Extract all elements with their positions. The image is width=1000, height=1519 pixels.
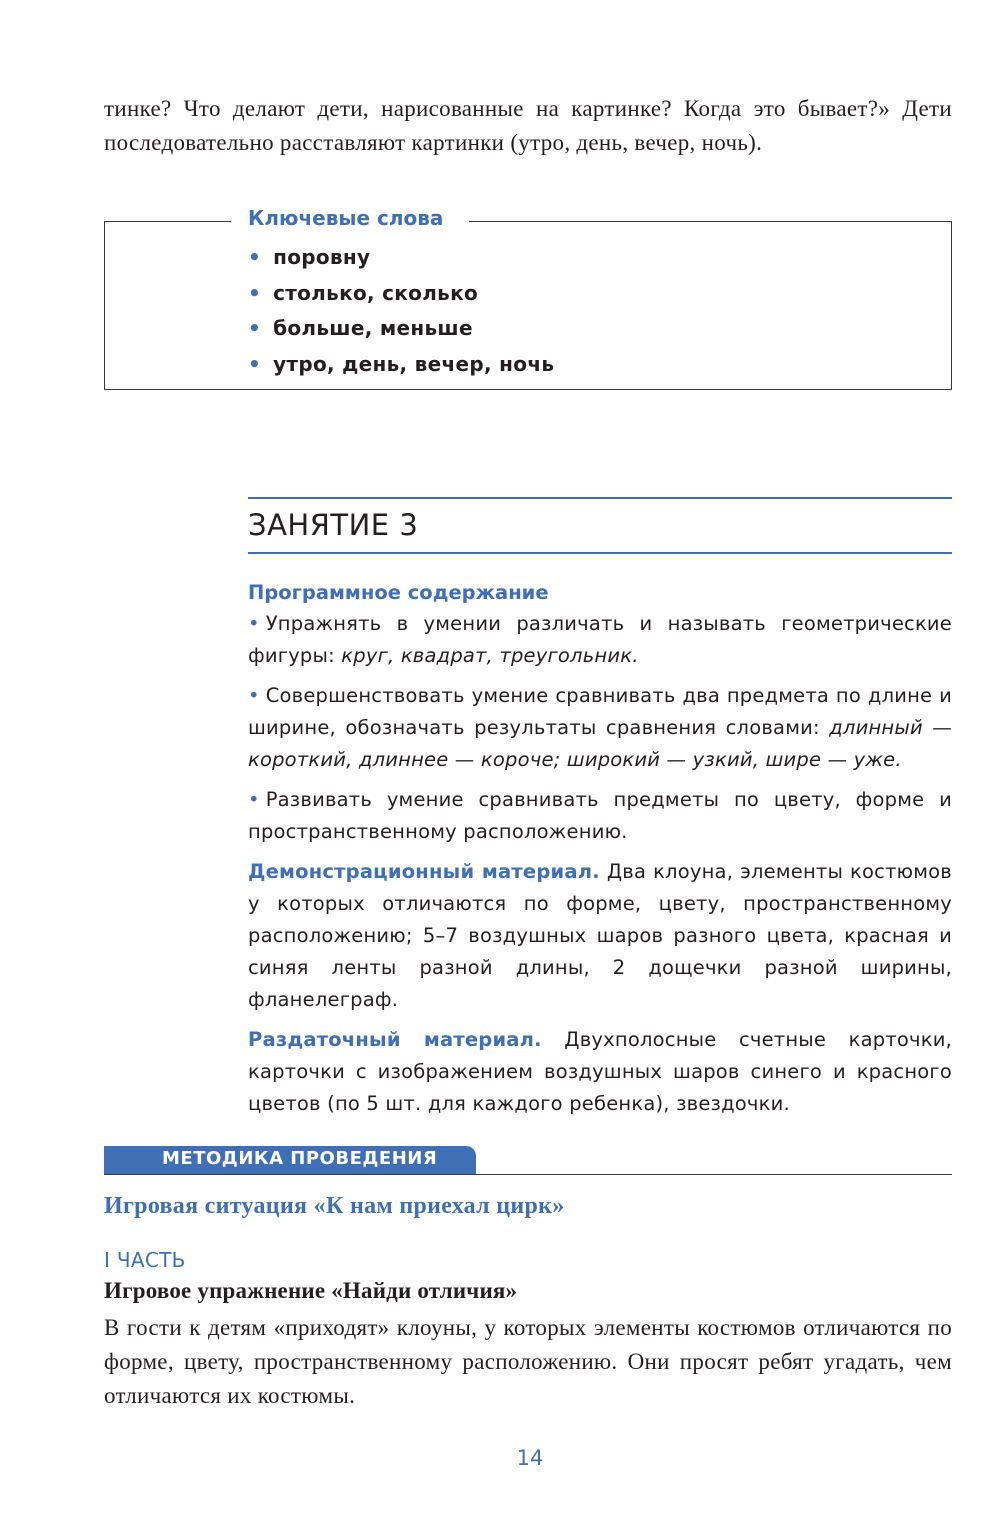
lesson-rule-bottom [248, 552, 952, 554]
keyword-item: • утро, день, вечер, ночь [248, 351, 555, 376]
bullet-icon: • [248, 316, 262, 340]
keyword-item: • столько, сколько [248, 280, 479, 305]
method-label: МЕТОДИКА ПРОВЕДЕНИЯ [162, 1148, 438, 1169]
program-item: • Упражнять в умении различать и называть геометрические фигуры: круг, квадрат, треугольник. [248, 612, 952, 667]
method-rule [104, 1174, 952, 1175]
bullet-icon: • [248, 612, 260, 635]
exercise-text: В гости к детям «приходят» клоуны, у которых элементы костюмов отличаются по форме, цвету, пространственному расположению. Они просят ребят угадать, чем отличаются их костюмы. [104, 1315, 952, 1408]
handout-material: Раздаточный материал. Двухполосные счетные карточки, карточки с изображением воздушных шаров синего и красного цветов (по 5 шт. для каждого ребенка), звездочки. [248, 1028, 952, 1115]
bullet-icon: • [248, 351, 262, 376]
program-item: • Совершенствовать умение сравнивать два предмета по длине и ширине, обозначать результаты сравнения словами: длинный — короткий, длиннее — короче; широкий — узкий, шире — уже. [248, 684, 952, 771]
intro-paragraph: тинке? Что делают дети, нарисованные на картинке? Когда это бывает?» Дети последовательно расставляют картинки (утро, день, вечер, ночь). [104, 96, 952, 155]
lesson-rule-top [248, 497, 952, 499]
keywords-box-top-line [469, 221, 952, 222]
keywords-list [248, 240, 554, 382]
keywords-title: Ключевые слова [248, 206, 444, 230]
keyword-item: • больше, меньше [248, 316, 473, 340]
keyword-item: • поровну [248, 245, 371, 269]
program-item: • Развивать умение сравнивать предметы по цвету, форме и пространственному расположению. [248, 788, 952, 843]
demo-material: Демонстрационный материал. Два клоуна, элементы костюмов у которых отличаются по форме, цвету, пространственному расположению; 5–7 воздушных шаров разного цвета, красная и синяя ленты разной длины, 2 дощечки разной ширины, фланелеграф. [248, 860, 952, 1011]
part-heading: I ЧАСТЬ [104, 1248, 186, 1272]
lesson-title: ЗАНЯТИЕ 3 [248, 508, 419, 542]
program-heading: Программное содержание [248, 581, 549, 604]
keywords-box-top-line [104, 221, 231, 222]
lesson-content [248, 578, 952, 1128]
bullet-icon: • [248, 245, 262, 269]
page-number: 14 [516, 1446, 544, 1470]
exercise-heading: Игровое упражнение «Найди отличия» [104, 1278, 518, 1303]
bullet-icon: • [248, 280, 262, 305]
bullet-icon: • [248, 788, 260, 811]
bullet-icon: • [248, 684, 260, 707]
situation-heading: Игровая ситуация «К нам приехал цирк» [104, 1193, 565, 1219]
